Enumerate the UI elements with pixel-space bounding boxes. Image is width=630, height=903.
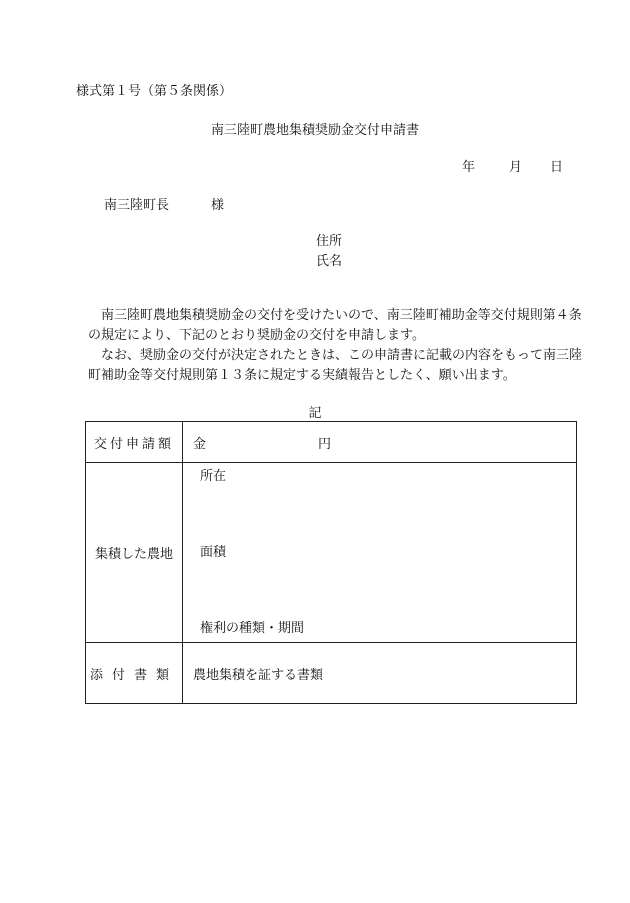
land-label: 集積した農地 (86, 463, 183, 643)
amount-unit: 円 (318, 436, 332, 452)
date-line (462, 156, 563, 175)
land-area-label: 面積 (200, 545, 227, 560)
date-day: 日 (550, 160, 564, 175)
table-row (86, 643, 577, 704)
table-row (86, 463, 577, 643)
land-field[interactable] (183, 463, 577, 643)
attachments-value: 農地集積を証する書類 (183, 643, 577, 704)
address-label: 住所 (316, 234, 343, 249)
land-rights-label: 権利の種類・期間 (200, 621, 305, 636)
addressee-honorific: 様 (211, 198, 225, 213)
application-table (85, 421, 577, 704)
date-month: 月 (509, 160, 523, 175)
body-text (88, 306, 588, 386)
body-paragraph-2: なお、奨励金の交付が決定されたときは、この申請書に記載の内容をもって南三陸町補助金等交付規則第１３条に規定する実績報告としたく、願い出ます。 (88, 348, 583, 383)
applicant-block (316, 232, 342, 272)
addressee-name: 南三陸町長 (104, 198, 170, 213)
body-paragraph-1: 南三陸町農地集積奨励金の交付を受けたいので、南三陸町補助金等交付規則第４条の規定により、下記のとおり奨励金の交付を申請します。 (88, 308, 582, 343)
table-row (86, 422, 577, 463)
attachments-label: 添付書類 (86, 643, 183, 704)
land-location-label: 所在 (200, 469, 227, 484)
amount-field[interactable] (183, 422, 577, 463)
ki-heading: 記 (308, 406, 322, 421)
form-number: 様式第１号（第５条関係） (76, 84, 233, 99)
amount-prefix: 金 (193, 436, 207, 452)
document-title: 南三陸町農地集積奨励金交付申請書 (210, 123, 419, 138)
name-label: 氏名 (316, 254, 343, 269)
amount-label: 交付申請額 (86, 422, 183, 463)
addressee (104, 194, 224, 213)
date-year: 年 (462, 160, 476, 175)
